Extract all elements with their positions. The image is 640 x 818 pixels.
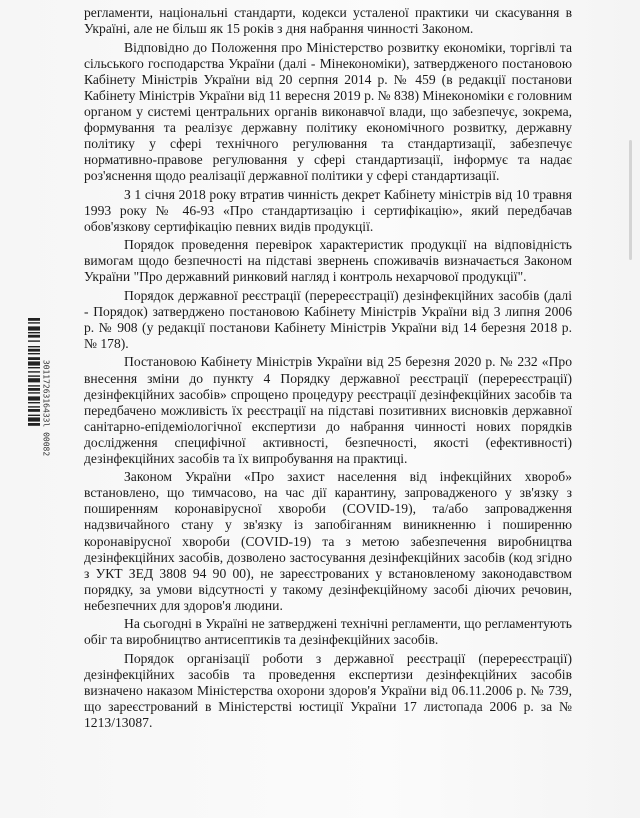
paragraph-5: Порядок державної реєстрації (перереєстрації) дезінфекційних засобів (далі - Порядок) затверджено постановою Кабінету Міністрів України від 3 липня 2006 р. № 908 (у редакції постанови Кабінету Міністрів України від 14 березня 2018 р. № 178). bbox=[84, 287, 572, 351]
barcode-number: 3011726316433l 00082 bbox=[41, 359, 51, 457]
paragraph-1: регламенти, національні стандарти, кодекси усталеної практики чи скасування в Україні, але не більш як 15 років з дня набрання чинності Законом. bbox=[84, 5, 572, 37]
paragraph-9: Порядок організації роботи з державної реєстрації (перереєстрації) дезінфекційних засобів та проведення експертизи дезінфекційних засобів визначено наказом Міністерства охорони здоров'я України від 06.11.2006 р. № 739, що зареєстрований в Міністерстві юстиції України 17 листопада 2006 р. за № 1213/13087. bbox=[84, 650, 572, 731]
paragraph-8: На сьогодні в Україні не затверджені технічні регламенти, що регламентують обіг та виробництво антисептиків та дезінфекційних засобів. bbox=[84, 616, 572, 648]
document-text bbox=[84, 5, 572, 731]
barcode-stamp bbox=[28, 318, 42, 498]
paragraph-6: Постановою Кабінету Міністрів України від 25 березня 2020 р. № 232 «Про внесення зміни до пункту 4 Порядку державної реєстрації (перереєстрації) дезінфекційних засобів» спрощено процедуру реєстрації дезінфекційних засобів та передбачено можливість їх реєстрації на підставі позитивних висновків державної санітарно-епідеміологічної експертизи до набрання чинності нових порядків дослідження специфічної активності, безпечності, якості (ефективності) дезінфекційних засобів та їх випробування на практиці. bbox=[84, 354, 572, 466]
paragraph-4: Порядок проведення перевірок характеристик продукції на відповідність вимогам щодо безпечності на підставі звернень споживачів визначається Законом України "Про державний ринковий нагляд і контроль нехарчової продукції". bbox=[84, 237, 572, 285]
barcode-icon bbox=[28, 318, 42, 498]
paragraph-7: Законом України «Про захист населення від інфекційних хвороб» встановлено, що тимчасово, на час дії карантину, запровадженого у зв'язку з поширенням коронавірусної хвороби (COVID-19), та/або запровадження надзвичайного стану у зв'язку із запобіганням виникненню і поширенню коронавірусної хвороби (COVID-19) та з метою забезпечення виробництва дезінфекційних засобів, дозволено застосування дезінфекційних засобів (код згідно з УКТ ЗЕД 3808 94 90 00), не зареєстрованих у встановленому законодавством порядку, за умови відсутності у такому дезінфекційному засобі діючих речовин, небезпечних для здоров'я людини. bbox=[84, 469, 572, 613]
paragraph-2: Відповідно до Положення про Міністерство розвитку економіки, торгівлі та сільського господарства України (далі - Мінекономіки), затвердженого постановою Кабінету Міністрів України від 20 серпня 2014 р. № 459 (в редакції постанови Кабінету Міністрів України від 11 вересня 2019 р. № 838) Мінекономіки є головним органом у системі центральних органів виконавчої влади, що забезпечує, зокрема, формування та реалізує державну політику економічного розвитку, державну політику у сфері технічного регулювання та стандартизації, забезпечує нормативно-правове регулювання у сфері стандартизації, інформує та надає роз'яснення щодо реалізації державної політики у сфері стандартизації. bbox=[84, 39, 572, 183]
scrollbar-thumb[interactable] bbox=[629, 140, 632, 260]
paragraph-3: З 1 січня 2018 року втратив чинність декрет Кабінету міністрів від 10 травня 1993 року № 46-93 «Про стандартизацію і сертифікацію», який передбачав обов'язкову сертифікацію певних видів продукції. bbox=[84, 186, 572, 234]
